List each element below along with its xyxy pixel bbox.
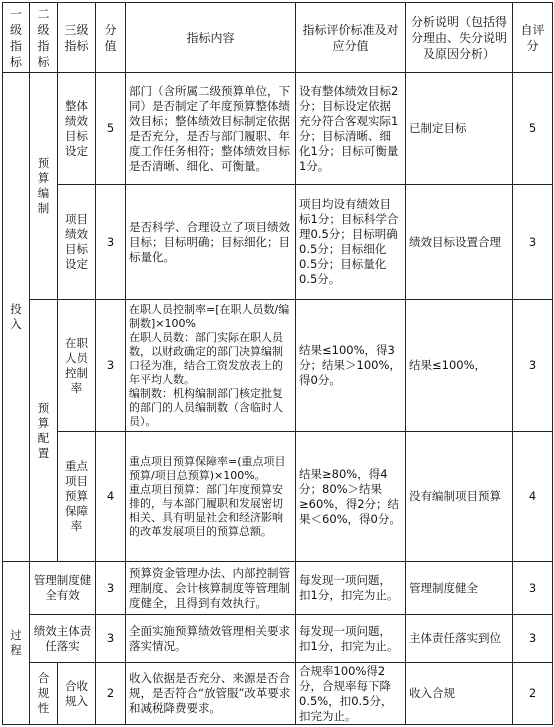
header-score: 分值: [96, 3, 126, 73]
self-score-cell: 3: [513, 185, 553, 300]
self-score-cell: 3: [513, 562, 553, 615]
score-cell: 3: [96, 300, 126, 432]
table-row: [3, 615, 553, 663]
criteria-cell: 设有整体绩效目标2分；目标设定依据充分符合客观实际1分；目标清晰、细化1分；目标可衡量1分。: [296, 73, 406, 185]
header-row: [3, 3, 553, 73]
criteria-cell: 项目均设有绩效目标1分；目标科学合理0.5分；目标明确0.5分；目标细化0.5分；目标量化0.5分。: [296, 185, 406, 300]
analysis-cell: 收入合规: [406, 663, 513, 725]
level3-cell: 重点项目预算保障率: [58, 432, 96, 562]
table-row: [3, 73, 553, 185]
header-analysis: 分析说明（包括得分理由、失分说明及原因分析）: [406, 3, 513, 73]
score-cell: 2: [96, 663, 126, 725]
criteria-cell: 每发现一项问题，扣1分，扣完为止。: [296, 615, 406, 663]
self-score-cell: 3: [513, 615, 553, 663]
level2-budget-alloc: 预算配置: [30, 300, 58, 562]
header-level1: 一级指标: [3, 3, 30, 73]
content-cell: 收入依据是否充分、来源是否合规，是否符合“放管服”改革要求和减税降费要求。: [126, 663, 296, 725]
analysis-cell: 绩效目标设置合理: [406, 185, 513, 300]
content-cell: 部门（含所属二级预算单位，下同）是否制定了年度预算整体绩效目标；整体绩效目标制定依据是否充分，是否与部门履职、年度工作任务相符；整体绩效目标是否清晰、细化、可衡量。: [126, 73, 296, 185]
self-score-cell: 2: [513, 663, 553, 725]
content-cell: 重点项目预算保障率=(重点项目预算/项目总预算)×100%。 重点项目预算：部门年度预算安排的，与本部门履职和发展密切相关、具有明显社会和经济影响的改革发展项目的预算总额。: [126, 432, 296, 562]
header-criteria: 指标评价标准及对应分值: [296, 3, 406, 73]
analysis-cell: 主体责任落实到位: [406, 615, 513, 663]
level3-cell: 在职人员控制率: [58, 300, 96, 432]
level1-input: 投入: [3, 73, 30, 562]
table-row: [3, 432, 553, 562]
level3-cell: 项目绩效目标设定: [58, 185, 96, 300]
analysis-cell: 结果≤100%，: [406, 300, 513, 432]
score-cell: 3: [96, 615, 126, 663]
level3-cell: 整体绩效目标设定: [58, 73, 96, 185]
criteria-cell: 合规率100%得2分，合规率每下降0.5%，扣0.5分，扣完为止。: [296, 663, 406, 725]
criteria-cell: 结果≥80%，得4分；80%＞结果≥60%，得2分；结果＜60%，得0分。: [296, 432, 406, 562]
analysis-cell: 管理制度健全: [406, 562, 513, 615]
self-score-cell: 3: [513, 300, 553, 432]
level2-mgmt-system: 管理制度健全有效: [30, 562, 96, 615]
self-score-cell: 4: [513, 432, 553, 562]
header-level2: 二级指标: [30, 3, 58, 73]
content-cell: 在职人员控制率=[在职人员数/编制数]×100% 在职人员数：部门实际在职人员数，以财政确定的部门决算编制口径为准，结合工资发放表上的年平均人数。 编制数：机构编制部门核定批复的部门的人员编制数（含临时人员）。: [126, 300, 296, 432]
table-row: [3, 562, 553, 615]
score-cell: 3: [96, 185, 126, 300]
level2-budget-setting: 预算编制: [30, 73, 58, 300]
table-row: [3, 300, 553, 432]
header-self-score: 自评分: [513, 3, 553, 73]
level2-compliance: 合规性: [30, 663, 58, 725]
score-cell: 5: [96, 73, 126, 185]
analysis-cell: 没有编制项目预算: [406, 432, 513, 562]
level3-cell: 合收规入: [58, 663, 96, 725]
score-cell: 3: [96, 562, 126, 615]
criteria-cell: 结果≤100%，得3分；结果＞100%，得0分。: [296, 300, 406, 432]
header-level3: 三级指标: [58, 3, 96, 73]
analysis-cell: 已制定目标: [406, 73, 513, 185]
content-cell: 预算资金管理办法、内部控制管理制度、会计核算制度等管理制度健全，且得到有效执行。: [126, 562, 296, 615]
header-content: 指标内容: [126, 3, 296, 73]
performance-evaluation-table: [2, 2, 553, 725]
content-cell: 全面实施预算绩效管理相关要求落实情况。: [126, 615, 296, 663]
table-row: [3, 663, 553, 725]
self-score-cell: 5: [513, 73, 553, 185]
criteria-cell: 每发现一项问题，扣1分，扣完为止。: [296, 562, 406, 615]
level2-perf-resp: 绩效主体责任落实: [30, 615, 96, 663]
content-cell: 是否科学、合理设立了项目绩效目标；目标明确；目标细化；目标量化。: [126, 185, 296, 300]
table-row: [3, 185, 553, 300]
score-cell: 4: [96, 432, 126, 562]
level1-process: 过程: [3, 562, 30, 725]
